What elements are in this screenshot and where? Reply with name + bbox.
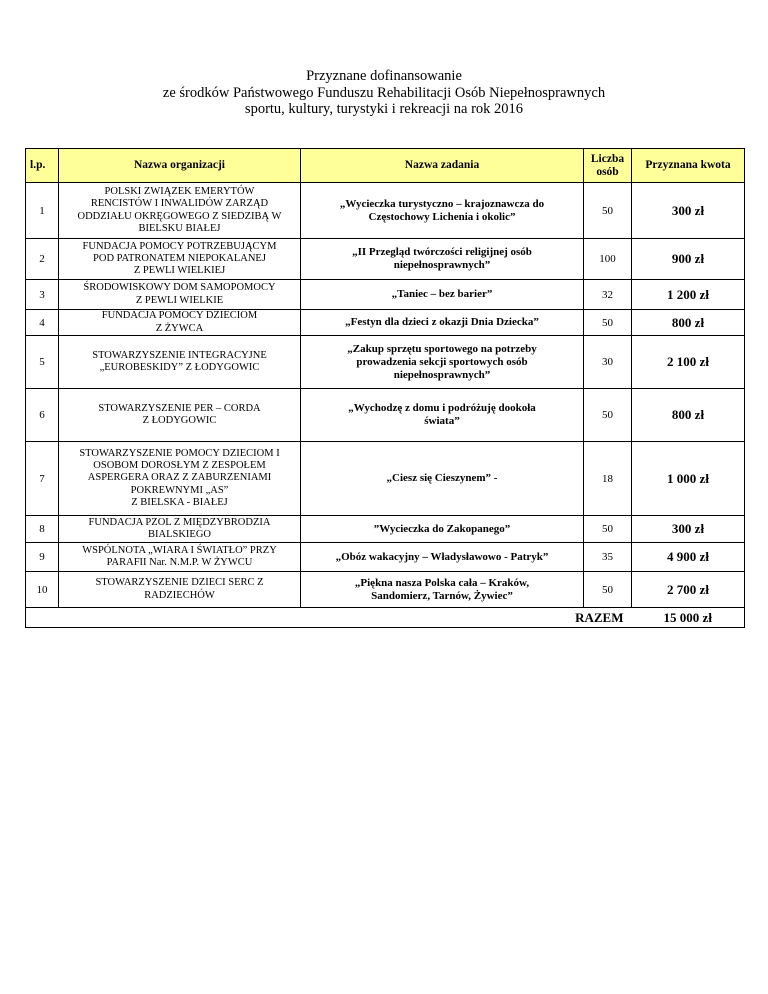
cell-organization [59, 239, 301, 280]
cell-organization [59, 389, 301, 442]
organization-line: STOWARZYSZENIE POMOCY DZIECIOM I [79, 447, 280, 459]
cell-count: 32 [584, 280, 632, 310]
header-lp: l.p. [26, 149, 59, 183]
title-line-3: sportu, kultury, turystyki i rekreacji na rok 2016 [244, 101, 524, 117]
organization-line: STOWARZYSZENIE PER – CORDA [98, 402, 261, 414]
title-line-2: ze środków Państwowego Funduszu Rehabilitacji Osób Niepełnosprawnych [162, 84, 606, 101]
organization-line: WSPÓLNOTA „WIARA I ŚWIATŁO” PRZY [82, 544, 277, 556]
cell-task [301, 183, 584, 239]
task-line: „Wycieczka turystyczno – krajoznawcza do [339, 197, 545, 210]
table-row [26, 336, 745, 389]
cell-amount: 900 zł [632, 239, 745, 280]
organization-line: FUNDACJA PZOL Z MIĘDZYBRODZIA [88, 516, 271, 528]
organization-line: RADZIECHÓW [144, 589, 215, 601]
task-line: ”Wycieczka do Zakopanego” [373, 522, 511, 535]
cell-task [301, 389, 584, 442]
cell-amount: 4 900 zł [632, 543, 745, 572]
organization-line: Z BIELSKA - BIAŁEJ [131, 496, 228, 508]
task-line: „Wychodzę z domu i podróżuję dookoła [348, 402, 536, 414]
cell-lp: 4 [26, 310, 59, 336]
grants-table [25, 148, 745, 628]
task-line: „II Przegląd twórczości religijnej osób [352, 246, 532, 258]
cell-lp: 2 [26, 239, 59, 280]
cell-amount: 800 zł [632, 310, 745, 336]
cell-count: 18 [584, 442, 632, 516]
cell-lp: 3 [26, 280, 59, 310]
cell-task [301, 572, 584, 608]
organization-line: RENCISTÓW I INWALIDÓW ZARZĄD [90, 198, 269, 210]
organization-line: Z ŻYWCA [155, 322, 204, 334]
organization-line: POKREWNYMI „AS” [130, 484, 229, 496]
total-label: RAZEM [26, 608, 632, 628]
cell-lp: 8 [26, 516, 59, 543]
cell-amount: 800 zł [632, 389, 745, 442]
organization-line: ŚRODOWISKOWY DOM SAMOPOMOCY [83, 282, 276, 294]
cell-count: 50 [584, 310, 632, 336]
header-count [584, 149, 632, 183]
cell-count: 50 [584, 516, 632, 543]
organization-line: ODDZIAŁU OKRĘGOWEGO Z SIEDZIBĄ W [77, 210, 282, 222]
header-amount: Przyznana kwota [632, 149, 745, 183]
organization-line: FUNDACJA POMOCY DZIECIOM [101, 310, 258, 322]
cell-lp: 5 [26, 336, 59, 389]
task-line: „Ciesz się Cieszynem” - [386, 472, 498, 484]
task-line: prowadzenia sekcji sportowych osób [356, 355, 528, 368]
organization-line: „EUROBESKIDY” Z ŁODYGOWIC [99, 362, 260, 373]
table-body [26, 183, 745, 608]
cell-lp: 6 [26, 389, 59, 442]
table-row [26, 310, 745, 336]
cell-lp: 1 [26, 183, 59, 239]
table-header-row [26, 149, 745, 183]
table-row [26, 280, 745, 310]
task-line: „Zakup sprzętu sportowego na potrzeby [347, 342, 537, 355]
cell-organization [59, 336, 301, 389]
cell-task [301, 543, 584, 572]
cell-amount: 300 zł [632, 516, 745, 543]
cell-organization [59, 183, 301, 239]
organization-line: BIELSKU BIAŁEJ [138, 222, 221, 234]
cell-lp: 9 [26, 543, 59, 572]
cell-lp: 10 [26, 572, 59, 608]
cell-count: 35 [584, 543, 632, 572]
task-line: niepełnosprawnych” [393, 259, 491, 271]
cell-amount: 300 zł [632, 183, 745, 239]
table-row [26, 389, 745, 442]
table-row [26, 183, 745, 239]
cell-task [301, 336, 584, 389]
cell-organization [59, 543, 301, 572]
title-line-1: Przyznane dofinansowanie [306, 68, 462, 84]
organization-line: ASPERGERA ORAZ Z ZABURZENIAMI [87, 472, 272, 484]
task-line: niepełnosprawnych” [393, 368, 491, 381]
header-count-line-1: Liczba [590, 152, 625, 165]
task-line: „Obóz wakacyjny – Władysławowo - Patryk” [335, 550, 549, 563]
organization-line: BIALSKIEGO [148, 529, 211, 540]
header-task: Nazwa zadania [301, 149, 584, 183]
cell-count: 30 [584, 336, 632, 389]
table-row [26, 239, 745, 280]
table-row [26, 442, 745, 516]
table-row [26, 516, 745, 543]
cell-task [301, 516, 584, 543]
organization-line: OSOBOM DOROSŁYM Z ZESPOŁEM [93, 460, 266, 472]
total-amount: 15 000 zł [632, 608, 745, 628]
cell-task [301, 280, 584, 310]
organization-line: PARAFII Nar. N.M.P. W ŻYWCU [106, 557, 253, 568]
organization-line: Z PEWLI WIELKIEJ [133, 265, 226, 277]
task-line: „Piękna nasza Polska cała – Kraków, [354, 576, 530, 589]
task-line: Częstochowy Lichenia i okolic” [368, 210, 516, 223]
table-row [26, 543, 745, 572]
organization-line: Z ŁODYGOWIC [142, 415, 217, 426]
organization-line: POLSKI ZWIĄZEK EMERYTÓW [104, 186, 255, 198]
cell-count: 50 [584, 389, 632, 442]
cell-lp: 7 [26, 442, 59, 516]
organization-line: POD PATRONATEM NIEPOKALANEJ [93, 252, 266, 264]
organization-line: STOWARZYSZENIE DZIECI SERC Z [95, 577, 264, 589]
cell-amount: 2 700 zł [632, 572, 745, 608]
header-organization: Nazwa organizacji [59, 149, 301, 183]
cell-organization [59, 516, 301, 543]
cell-organization [59, 310, 301, 336]
cell-count: 50 [584, 572, 632, 608]
total-row [26, 608, 745, 628]
organization-line: FUNDACJA POMOCY POTRZEBUJĄCYM [82, 240, 277, 252]
cell-organization [59, 280, 301, 310]
table-row [26, 572, 745, 608]
cell-task [301, 310, 584, 336]
task-line: świata” [424, 415, 460, 427]
cell-task [301, 442, 584, 516]
task-line: Sandomierz, Tarnów, Żywiec” [371, 589, 513, 602]
cell-organization [59, 572, 301, 608]
organization-line: STOWARZYSZENIE INTEGRACYJNE [92, 349, 267, 361]
cell-count: 100 [584, 239, 632, 280]
cell-task [301, 239, 584, 280]
cell-count: 50 [584, 183, 632, 239]
organization-line: Z PEWLI WIELKIE [135, 294, 224, 306]
cell-amount: 1 200 zł [632, 280, 745, 310]
task-line: „Festyn dla dzieci z okazji Dnia Dziecka” [345, 316, 539, 328]
header-count-line-2: osób [596, 165, 619, 178]
cell-amount: 1 000 zł [632, 442, 745, 516]
document-title [0, 68, 768, 118]
cell-organization [59, 442, 301, 516]
cell-amount: 2 100 zł [632, 336, 745, 389]
task-line: „Taniec – bez barier” [391, 288, 493, 300]
